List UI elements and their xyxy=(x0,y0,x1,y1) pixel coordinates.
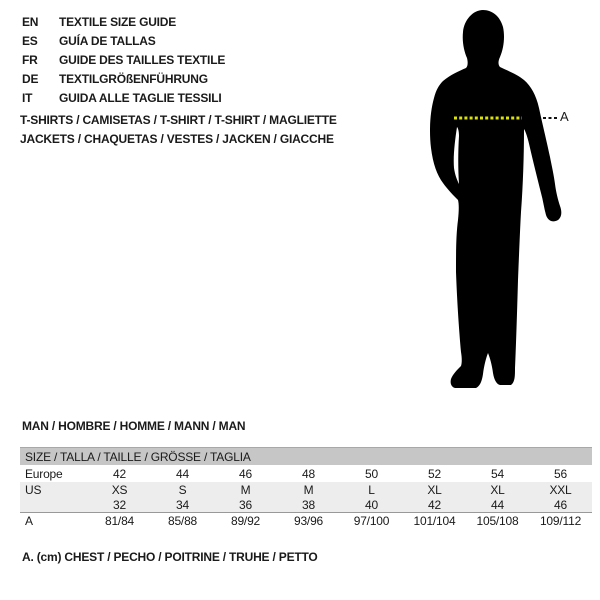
size-cell: M xyxy=(240,482,251,497)
size-cell: 54 xyxy=(491,466,504,481)
lang-code: ES xyxy=(22,34,38,48)
category-block xyxy=(20,111,337,149)
size-cell: 85/88 xyxy=(167,514,198,528)
lang-row-de xyxy=(22,70,225,89)
size-cell: 56 xyxy=(554,466,567,481)
table-row-us xyxy=(20,482,592,497)
row-label: Europe xyxy=(25,466,63,481)
category-line-tshirts: T-SHIRTS / CAMISETAS / T-SHIRT / T-SHIRT / MAGLIETTE xyxy=(20,113,337,127)
size-cell: 32 xyxy=(113,497,126,512)
section-title-man: MAN / HOMBRE / HOMME / MANN / MAN xyxy=(22,419,246,433)
size-cell: XL xyxy=(427,482,442,497)
size-table-header: SIZE / TALLA / TAILLE / GRÖSSE / TAGLIA xyxy=(20,447,592,465)
man-silhouette-shape xyxy=(430,10,561,388)
size-cell: M xyxy=(303,482,314,497)
size-cell: 52 xyxy=(428,466,441,481)
size-table xyxy=(20,447,592,529)
table-row-chest-a xyxy=(20,512,592,529)
size-cell: 46 xyxy=(554,497,567,512)
size-cell: 89/92 xyxy=(230,514,261,528)
lang-code: EN xyxy=(22,15,39,29)
lang-title: GUIDA ALLE TAGLIE TESSILI xyxy=(59,91,222,105)
lang-row-it xyxy=(22,89,225,108)
size-cell: 46 xyxy=(239,466,252,481)
lang-row-fr xyxy=(22,51,225,70)
size-cell: XL xyxy=(490,482,505,497)
lang-row-es xyxy=(22,32,225,51)
size-cell: 105/108 xyxy=(476,514,519,528)
row-label: US xyxy=(25,482,42,497)
lang-code: FR xyxy=(22,53,38,67)
size-cell: XXL xyxy=(549,482,572,497)
lang-title: TEXTILE SIZE GUIDE xyxy=(59,15,177,29)
size-cell: 34 xyxy=(176,497,189,512)
size-cell: 50 xyxy=(365,466,378,481)
size-cell: 48 xyxy=(302,466,315,481)
size-cell: 38 xyxy=(302,497,315,512)
table-row-numeric xyxy=(20,497,592,512)
size-cell: 44 xyxy=(176,466,189,481)
size-cell: 97/100 xyxy=(353,514,390,528)
lang-title: GUIDE DES TAILLES TEXTILE xyxy=(59,53,226,67)
measure-label-a: A xyxy=(560,109,569,124)
size-cell: 42 xyxy=(113,466,126,481)
category-line-jackets: JACKETS / CHAQUETAS / VESTES / JACKEN / GIACCHE xyxy=(20,132,334,146)
size-cell: L xyxy=(368,482,375,497)
lang-code: IT xyxy=(22,91,33,105)
size-cell: 109/112 xyxy=(539,514,582,528)
row-label: A xyxy=(25,514,33,528)
size-cell: 36 xyxy=(239,497,252,512)
lang-title: TEXTILGRÖßENFÜHRUNG xyxy=(59,72,208,86)
size-cell: 44 xyxy=(491,497,504,512)
table-row-europe xyxy=(20,465,592,482)
language-title-list xyxy=(22,13,225,108)
lang-code: DE xyxy=(22,72,39,86)
lang-title: GUÍA DE TALLAS xyxy=(59,34,156,48)
size-cell: 101/104 xyxy=(413,514,456,528)
man-silhouette-figure xyxy=(420,0,600,400)
measurement-footnote: A. (cm) CHEST / PECHO / POITRINE / TRUHE / PETTO xyxy=(22,550,318,564)
man-silhouette-svg xyxy=(420,0,600,400)
size-cell: 42 xyxy=(428,497,441,512)
size-cell: 40 xyxy=(365,497,378,512)
size-cell: 81/84 xyxy=(104,514,135,528)
size-cell: 93/96 xyxy=(293,514,324,528)
size-cell: S xyxy=(178,482,187,497)
lang-row-en xyxy=(22,13,225,32)
size-cell: XS xyxy=(111,482,128,497)
